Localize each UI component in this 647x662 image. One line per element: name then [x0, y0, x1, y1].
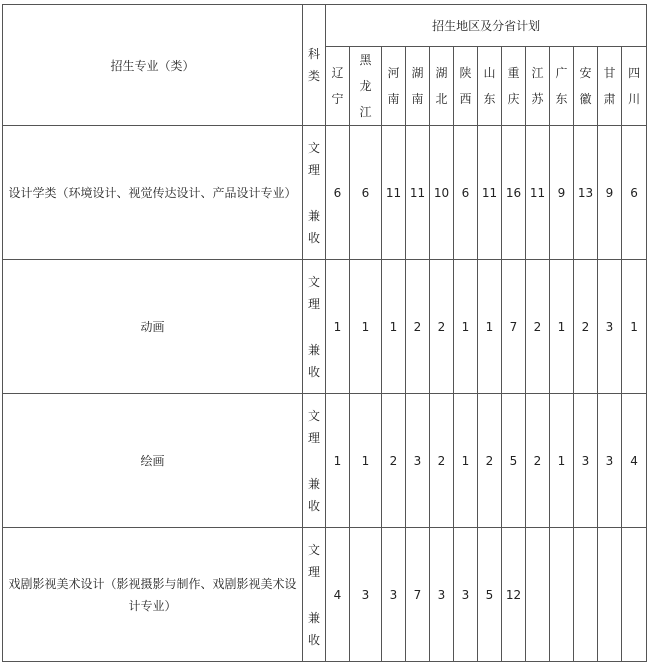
quota-cell: 9 — [598, 126, 622, 260]
quota-cell: 11 — [526, 126, 550, 260]
province-header — [382, 47, 406, 126]
subject-char: 兼 — [307, 342, 320, 357]
province-header — [550, 47, 574, 126]
major-name: 设计学类（环境设计、视觉传达设计、产品设计专业） — [3, 126, 303, 260]
quota-cell — [598, 528, 622, 662]
subject-header — [303, 5, 326, 126]
quota-cell: 1 — [478, 260, 502, 394]
quota-cell: 6 — [326, 126, 350, 260]
quota-cell: 3 — [382, 528, 406, 662]
quota-cell: 1 — [550, 394, 574, 528]
enrollment-plan-table — [2, 4, 647, 662]
quota-cell: 3 — [430, 528, 454, 662]
quota-cell: 1 — [350, 260, 382, 394]
quota-cell: 11 — [478, 126, 502, 260]
quota-cell: 1 — [454, 260, 478, 394]
quota-cell: 2 — [406, 260, 430, 394]
quota-cell: 2 — [478, 394, 502, 528]
province-header — [574, 47, 598, 126]
province-header — [454, 47, 478, 126]
quota-cell: 2 — [526, 394, 550, 528]
quota-cell: 3 — [454, 528, 478, 662]
quota-cell: 2 — [526, 260, 550, 394]
quota-cell — [526, 528, 550, 662]
quota-cell: 11 — [406, 126, 430, 260]
quota-cell: 1 — [326, 260, 350, 394]
quota-cell: 5 — [502, 394, 526, 528]
province-header — [350, 47, 382, 126]
subject-char: 收 — [307, 364, 320, 379]
table-row — [3, 394, 647, 528]
province-label: 重 庆 — [507, 66, 520, 106]
province-header — [526, 47, 550, 126]
table-row — [3, 126, 647, 260]
quota-cell: 3 — [406, 394, 430, 528]
quota-cell: 3 — [598, 394, 622, 528]
province-label: 广 东 — [555, 66, 568, 106]
subject-char: 文 — [307, 274, 320, 289]
province-label: 河 南 — [387, 66, 400, 106]
subject-char: 理 — [307, 162, 320, 177]
quota-cell — [574, 528, 598, 662]
quota-cell: 6 — [350, 126, 382, 260]
subject-char: 理 — [307, 296, 320, 311]
quota-cell: 16 — [502, 126, 526, 260]
regions-header: 招生地区及分省计划 — [326, 5, 647, 47]
subject-char: 兼 — [307, 610, 320, 625]
quota-cell: 3 — [574, 394, 598, 528]
subject-cell — [303, 394, 326, 528]
quota-cell: 1 — [622, 260, 647, 394]
province-header — [622, 47, 647, 126]
quota-cell: 11 — [382, 126, 406, 260]
quota-cell: 9 — [550, 126, 574, 260]
subject-char: 理 — [307, 564, 320, 579]
subject-cell — [303, 126, 326, 260]
quota-cell: 1 — [382, 260, 406, 394]
table-row — [3, 528, 647, 662]
province-header — [326, 47, 350, 126]
quota-cell: 1 — [550, 260, 574, 394]
quota-cell: 10 — [430, 126, 454, 260]
major-header: 招生专业（类） — [3, 5, 303, 126]
quota-cell: 6 — [622, 126, 647, 260]
subject-char: 兼 — [307, 476, 320, 491]
province-label: 辽 宁 — [331, 66, 344, 106]
subject-char: 文 — [307, 408, 320, 423]
quota-cell: 1 — [350, 394, 382, 528]
province-label: 甘 肃 — [603, 66, 616, 106]
province-label: 四 川 — [628, 66, 641, 106]
subject-cell — [303, 528, 326, 662]
quota-cell: 2 — [574, 260, 598, 394]
quota-cell: 13 — [574, 126, 598, 260]
quota-cell: 1 — [454, 394, 478, 528]
subject-cell — [303, 260, 326, 394]
subject-char: 文 — [307, 542, 320, 557]
province-header — [502, 47, 526, 126]
quota-cell — [622, 528, 647, 662]
subject-header-char: 科 — [307, 47, 320, 61]
province-label: 湖 南 — [411, 66, 424, 106]
province-header — [598, 47, 622, 126]
subject-char: 收 — [307, 498, 320, 513]
province-label: 黑 龙 江 — [359, 53, 372, 119]
province-label: 陕 西 — [459, 66, 472, 106]
subject-header-char: 类 — [307, 69, 320, 83]
quota-cell — [550, 528, 574, 662]
subject-char: 理 — [307, 430, 320, 445]
quota-cell: 7 — [406, 528, 430, 662]
province-header — [406, 47, 430, 126]
quota-cell: 3 — [350, 528, 382, 662]
major-name: 动画 — [3, 260, 303, 394]
quota-cell: 2 — [382, 394, 406, 528]
quota-cell: 2 — [430, 394, 454, 528]
quota-cell: 7 — [502, 260, 526, 394]
subject-char: 文 — [307, 140, 320, 155]
province-label: 湖 北 — [435, 66, 448, 106]
quota-cell: 12 — [502, 528, 526, 662]
major-name: 戏剧影视美术设计（影视摄影与制作、戏剧影视美术设计专业） — [3, 528, 303, 662]
quota-cell: 5 — [478, 528, 502, 662]
quota-cell: 1 — [326, 394, 350, 528]
table-row — [3, 260, 647, 394]
quota-cell: 4 — [326, 528, 350, 662]
province-header — [430, 47, 454, 126]
quota-cell: 3 — [598, 260, 622, 394]
province-label: 安 徽 — [579, 66, 592, 106]
province-header — [478, 47, 502, 126]
province-label: 山 东 — [483, 66, 496, 106]
subject-char: 兼 — [307, 208, 320, 223]
quota-cell: 6 — [454, 126, 478, 260]
quota-cell: 4 — [622, 394, 647, 528]
subject-char: 收 — [307, 632, 320, 647]
quota-cell: 2 — [430, 260, 454, 394]
major-name: 绘画 — [3, 394, 303, 528]
province-label: 江 苏 — [531, 66, 544, 106]
subject-char: 收 — [307, 230, 320, 245]
